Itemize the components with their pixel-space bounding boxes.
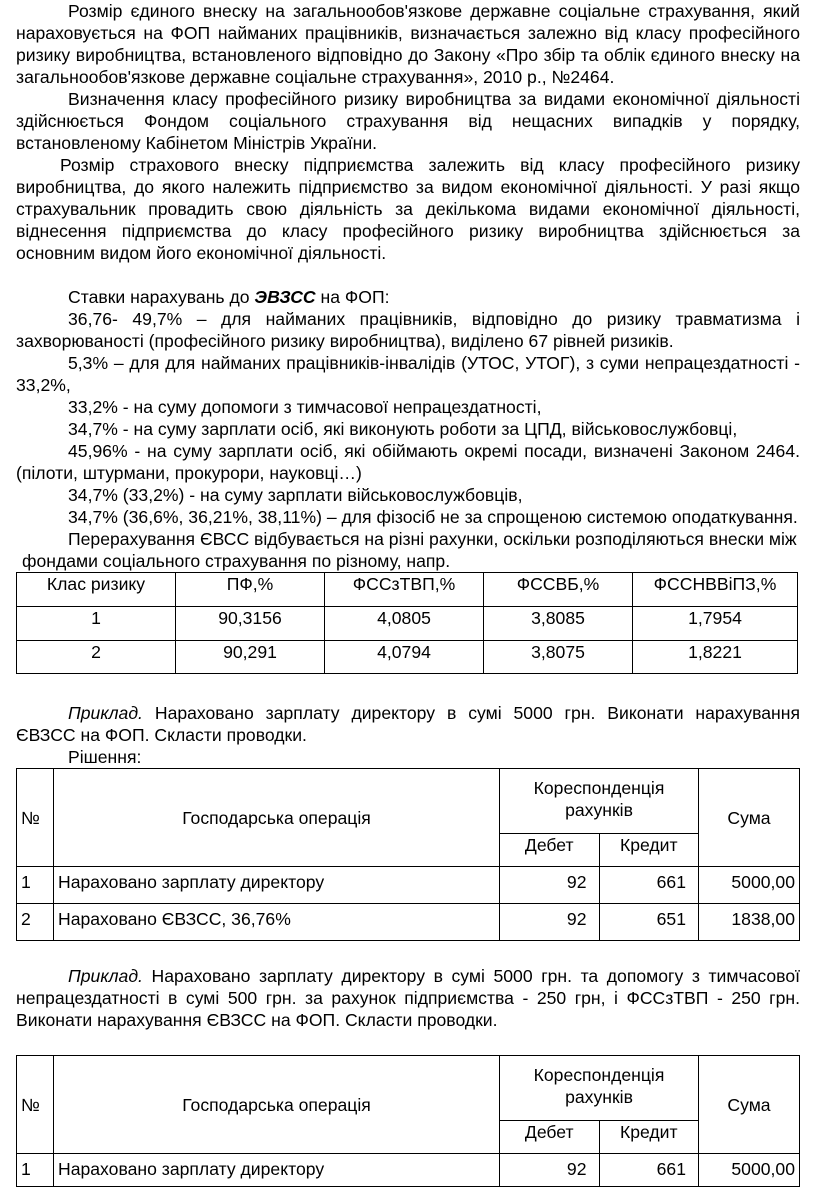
- rate-item: 36,76- 49,7% – для найманих працівників, відповідно до ризику травматизма і захворюваності (професійного ризику виробництва), виділено 67 рівней ризиків.: [16, 309, 800, 351]
- fund-distribution-table: [16, 572, 798, 674]
- table-cell: 4,0794: [325, 641, 484, 674]
- header-cell: Клас ризику: [17, 573, 176, 607]
- table-cell: 1838,00: [699, 904, 800, 941]
- rate-item: 34,7% - на суму зарплати осіб, які виконують роботи за ЦПД, військовослужбовці,: [68, 419, 738, 439]
- table-cell: 651: [599, 904, 699, 941]
- rate-item: 34,7% (36,6%, 36,21%, 38,11%) – для фізосіб не за спрощеною системою оподаткування.: [68, 507, 798, 527]
- example-2-task: Приклад. Нараховано зарплату директору в сумі 5000 грн. та допомогу з тимчасової непрацездатності в сумі 500 грн. за рахунок підприємства - 250 грн, і ФССзТВП - 250 грн. Виконати нарахування ЄВЗСС на ФОП. Скласти проводки.: [16, 966, 800, 1030]
- table-cell: 2: [17, 904, 54, 941]
- table-header-row: [17, 1056, 800, 1121]
- header-cell: ФССВБ,%: [484, 573, 633, 607]
- header-cell-correspondence: Кореспонденція рахунків: [500, 1056, 699, 1121]
- header-cell: ФССзТВП,%: [325, 573, 484, 607]
- paragraph-intro-1: Розмір єдиного внеску на загальнообов'язкове державне соціальне страхування, який нараховується на ФОП найманих працівників, визначається залежно від класу професійного ризику виробництва, встановленого відповідно до Закону «Про збір та облік єдиного внеску на загальнообов'язкове державне соціальне страхування», 2010 р., №2464.: [16, 1, 800, 87]
- table-cell: 3,8085: [484, 607, 633, 641]
- table-cell: 2: [17, 641, 176, 674]
- table-row: [17, 867, 800, 904]
- table-header-row: [17, 573, 798, 607]
- header-cell-sum: Сума: [699, 1056, 800, 1154]
- rates-heading: Ставки нарахувань до ЭВЗСС на ФОП:: [68, 287, 390, 307]
- table-cell: 1: [17, 867, 54, 904]
- table-cell: 1: [17, 1154, 54, 1187]
- table-cell: 4,0805: [325, 607, 484, 641]
- table-cell: Нараховано ЄВЗСС, 36,76%: [54, 904, 500, 941]
- table-cell: 90,291: [176, 641, 325, 674]
- table-row: [17, 641, 798, 674]
- header-cell-operation: Господарська операція: [54, 769, 500, 867]
- table-cell: 5000,00: [699, 867, 800, 904]
- table-cell: 92: [500, 1154, 600, 1187]
- header-cell-credit: Кредит: [599, 834, 699, 867]
- table-cell: 92: [500, 867, 600, 904]
- table-cell: 90,3156: [176, 607, 325, 641]
- header-cell-credit: Кредит: [599, 1121, 699, 1154]
- table-header-row: [17, 769, 800, 834]
- rate-item: 45,96% - на суму зарплати осіб, які обіймають окремі посади, визначені Законом 2464. (пілоти, штурмани, прокурори, науковці…): [16, 441, 800, 483]
- rate-item: 5,3% – для для найманих працівників-інвалідів (УТОС, УТОГ), з суми непрацездатності - 33,2%,: [16, 353, 800, 395]
- header-cell: ПФ,%: [176, 573, 325, 607]
- evzss-abbreviation: ЭВЗСС: [254, 287, 316, 307]
- table-cell: 661: [599, 867, 699, 904]
- table-cell: Нараховано зарплату директору: [54, 867, 500, 904]
- table-cell: 5000,00: [699, 1154, 800, 1187]
- paragraph-intro-2: Визначення класу професійного ризику виробництва за видами економічної діяльності здійснюється Фондом соціального страхування від нещасних випадків у порядку, встановленому Кабінетом Міністрів України.: [16, 89, 800, 153]
- redistribution-note: Перерахування ЄВСС відбувається на різні рахунки, оскільки розподіляються внески між фондами соціального страхування по різному, напр.: [22, 529, 797, 571]
- example-label: Приклад.: [68, 703, 143, 723]
- table-cell: 661: [599, 1154, 699, 1187]
- header-cell-number: №: [17, 1056, 54, 1154]
- postings-table-2: [16, 1055, 800, 1187]
- table-row: [17, 904, 800, 941]
- paragraph-intro-3: Розмір страхового внеску підприємства залежить від класу професійного ризику виробництва, до якого належить підприємство за видом економічної діяльності. У разі якщо страхувальник провадить свою діяльність за декількома видами економічної діяльності, віднесення підприємства до класу професійного ризику виробництва здійснюється за основним видом його економічної діяльності.: [16, 155, 800, 263]
- header-cell-debit: Дебет: [500, 834, 600, 867]
- solution-label: Рішення:: [68, 747, 142, 767]
- table-row: [17, 607, 798, 641]
- postings-table-1: [16, 768, 800, 941]
- header-cell-correspondence: Кореспонденція рахунків: [500, 769, 699, 834]
- rate-item: 34,7% (33,2%) - на суму зарплати військовослужбовців,: [68, 485, 523, 505]
- table-cell: Нараховано зарплату директору: [54, 1154, 500, 1187]
- header-cell: ФССНВВіПЗ,%: [633, 573, 798, 607]
- table-cell: 1,7954: [633, 607, 798, 641]
- table-cell: 92: [500, 904, 600, 941]
- document-page: [16, 0, 800, 1187]
- table-cell: 1: [17, 607, 176, 641]
- rate-item: 33,2% - на суму допомоги з тимчасової непрацездатності,: [68, 397, 542, 417]
- header-cell-debit: Дебет: [500, 1121, 600, 1154]
- table-cell: 3,8075: [484, 641, 633, 674]
- example-1-task: Приклад. Нараховано зарплату директору в сумі 5000 грн. Виконати нарахування ЄВЗСС на ФОП. Скласти проводки.: [16, 703, 800, 745]
- header-cell-sum: Сума: [699, 769, 800, 867]
- header-cell-operation: Господарська операція: [54, 1056, 500, 1154]
- table-cell: 1,8221: [633, 641, 798, 674]
- table-row: [17, 1154, 800, 1187]
- example-label: Приклад.: [68, 966, 143, 986]
- header-cell-number: №: [17, 769, 54, 867]
